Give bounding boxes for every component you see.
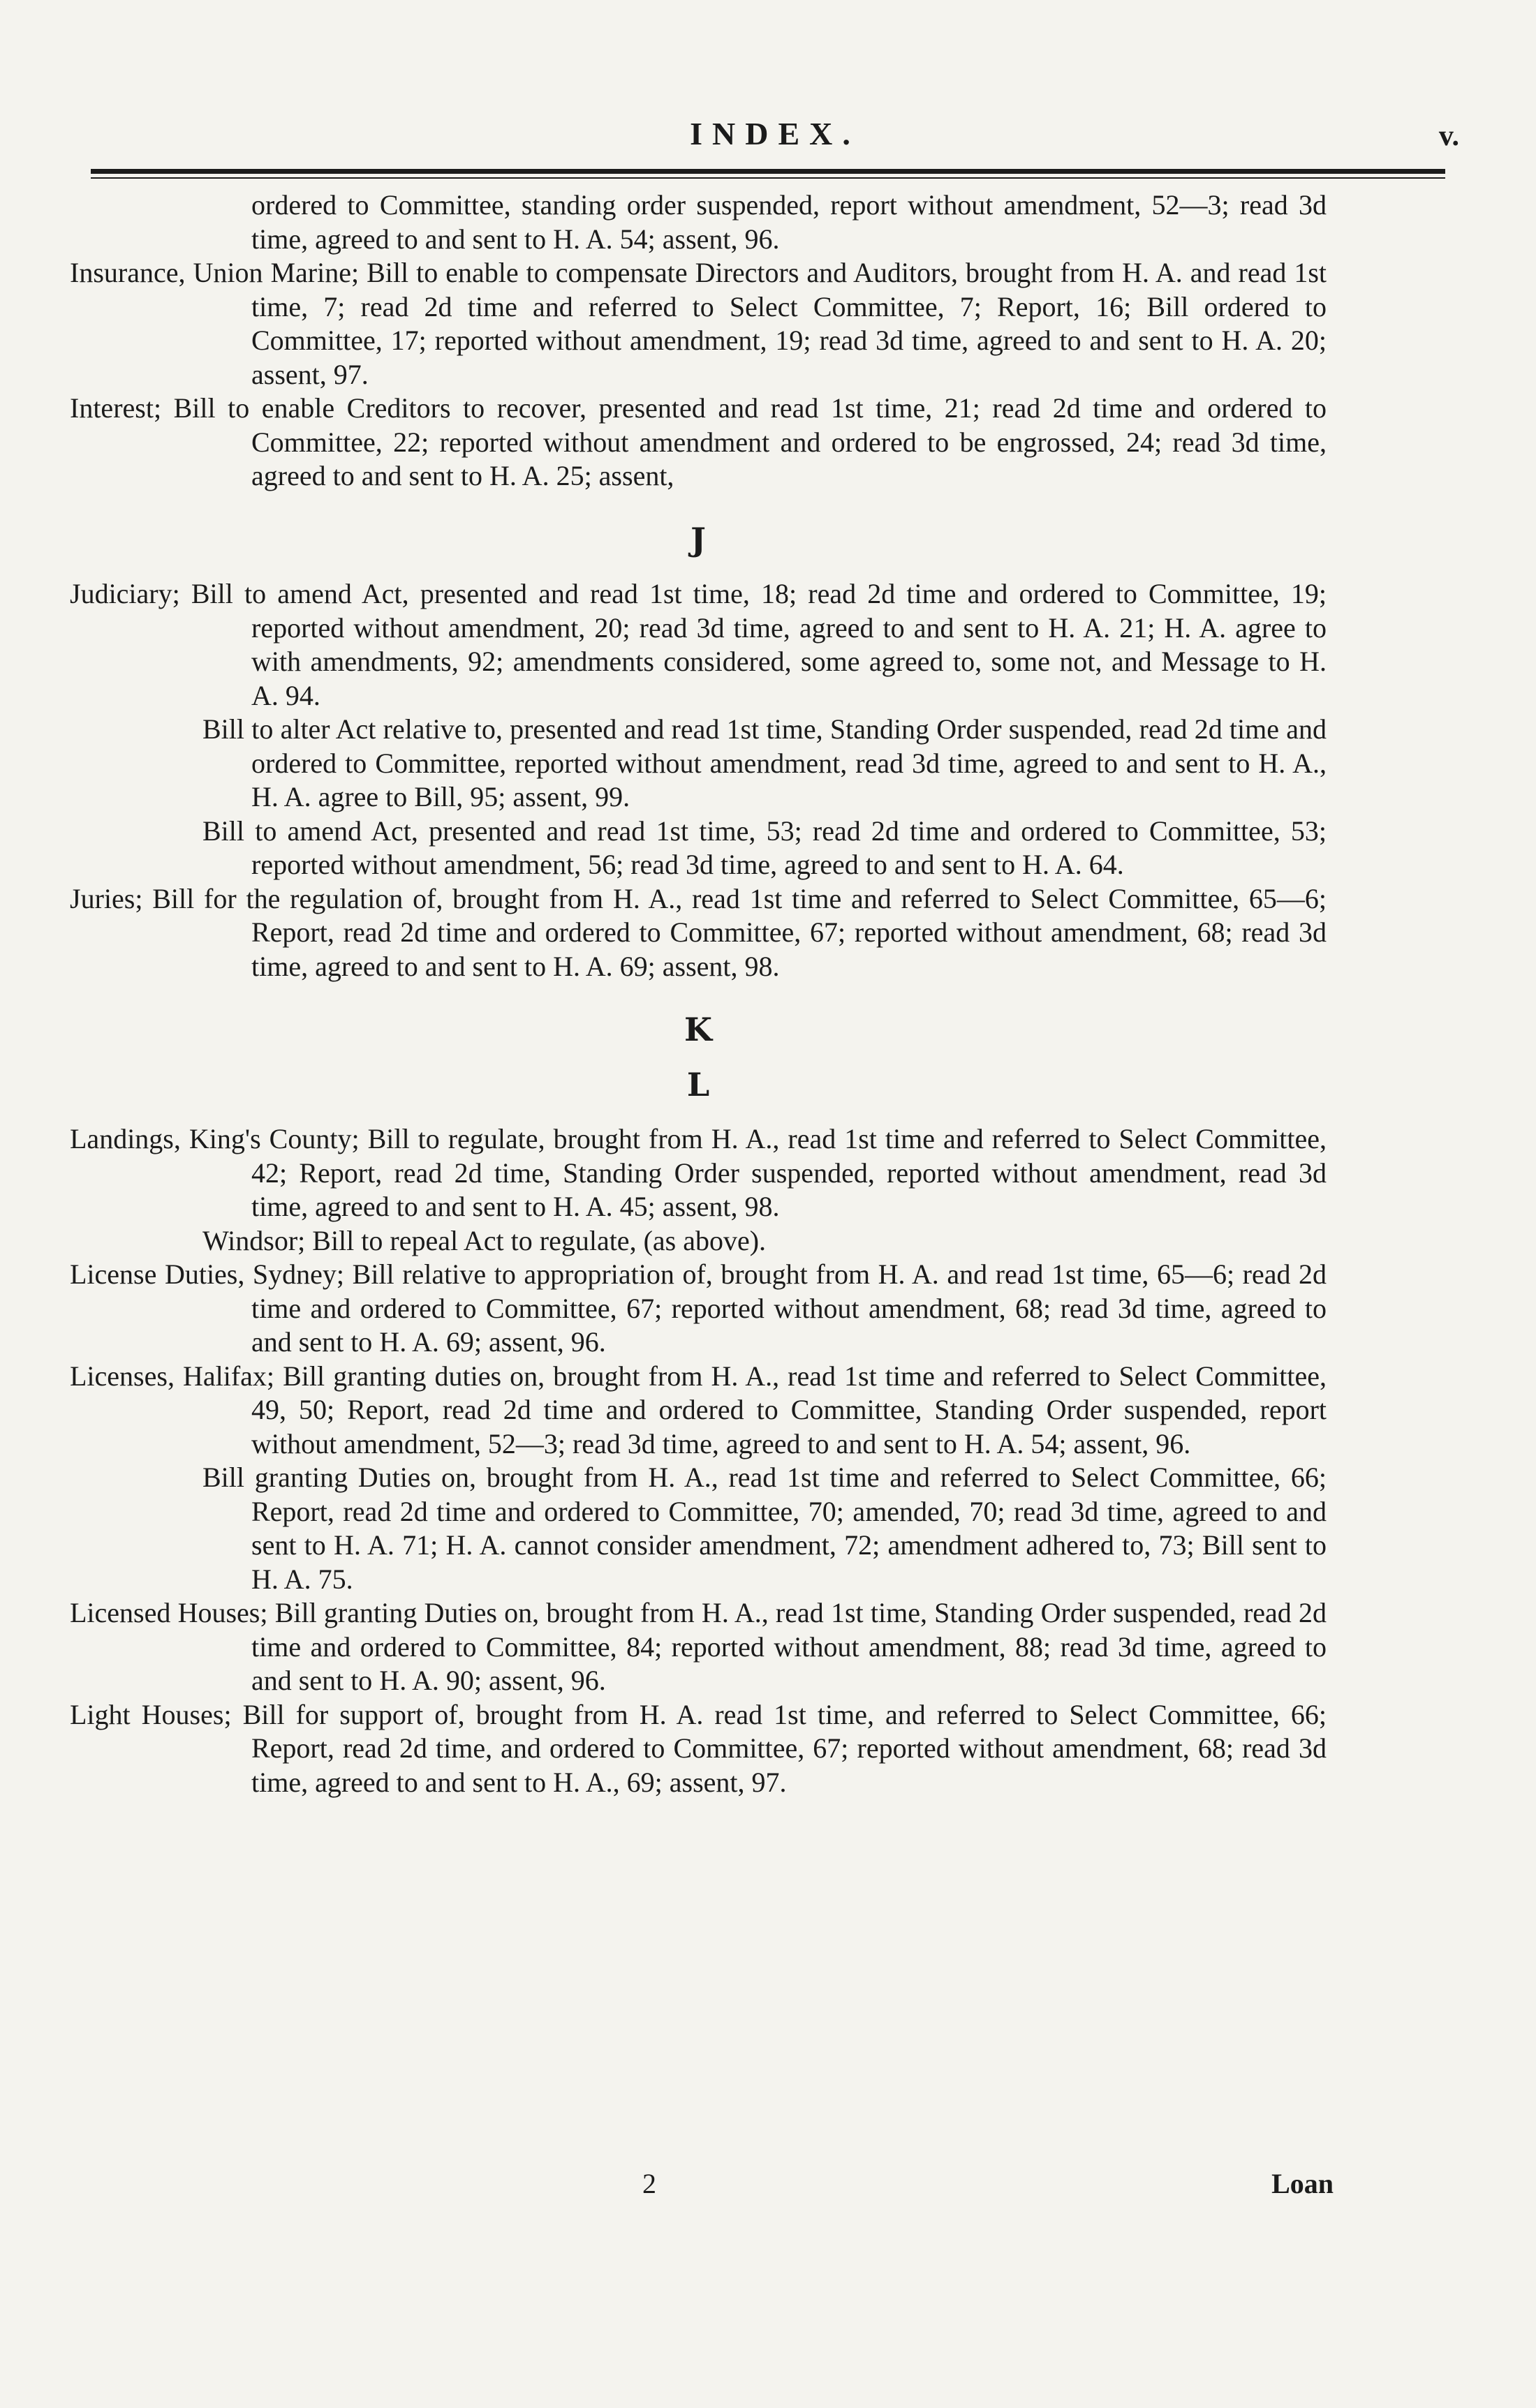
entry-judiciary-sub1: Bill to alter Act relative to, presented and read 1st time, Standing Order suspended, read 2d time and ordered to Committee, reported without amendment, read 3d time, agreed to and sent to H. A., H. A. agree to Bill, 95; assent, 99. <box>202 713 1327 812</box>
entry-license-duties <box>70 1258 1327 1360</box>
signature-mark: 2 <box>642 2168 656 2199</box>
entry-judiciary-sub2: Bill to amend Act, presented and read 1st time, 53; read 2d time and ordered to Committee, 53; reported without amendment, 56; read 3d time, agreed to and sent to H. A. 64. <box>202 815 1327 880</box>
page-header <box>91 115 1459 157</box>
entry-licenses-sub: Bill granting Duties on, brought from H. A., read 1st time and referred to Select Committee, 66; Report, read 2d time and ordered to Committee, 70; amended, 70; read 3d time, agreed to and sent to H. A. 71; H. A. cannot consider amendment, 72; amendment adhered to, 73; Bill sent to H. A. 75. <box>202 1462 1327 1595</box>
entry-heading: Landings, King's County; <box>70 1123 360 1154</box>
entry-heading: License Duties, Sydney; <box>70 1258 345 1290</box>
entry-heading: Licensed Houses; <box>70 1597 268 1628</box>
entry-landings <box>70 1122 1327 1224</box>
entry-licenses-halifax <box>70 1360 1327 1462</box>
entry-text: Bill relative to appropriation of, brought from H. A. and read 1st time, 65—6; read 2d time and ordered to Committee, 67; reported without amendment, 68; read 3d time, agreed to and sent to H. A. 69; assent, 96. <box>251 1258 1327 1358</box>
section-letter-k: K <box>684 1011 712 1048</box>
header-rule-thin <box>91 177 1445 179</box>
entry-text: Bill granting duties on, brought from H. A., read 1st time and referred to Select Committee, 49, 50; Report, read 2d time and ordered to Committee, Standing Order suspended, report without amendment, 52—3; read 3d time, agreed to and sent to H. A. 54; assent, 96. <box>251 1360 1327 1459</box>
entry-text: Bill to amend Act, presented and read 1st time, 18; read 2d time and ordered to Committee, 19; reported without amendment, 20; read 3d time, agreed to and sent to H. A. 21; H. A. agree to with amendments, 92; amendments considered, some agreed to, some not, and Message to H. A. 94. <box>191 578 1327 711</box>
entry-juries <box>70 882 1327 984</box>
entry-heading: Interest; <box>70 392 162 424</box>
entry-light-houses <box>70 1698 1327 1800</box>
entry-text: Bill to regulate, brought from H. A., read 1st time and referred to Select Committee, 42; Report, read 2d time, Standing Order suspended, reported without amendment, read 3d time, agreed to and sent to H. A. 45; assent, 98. <box>251 1123 1327 1222</box>
page-footer <box>70 2167 1334 2202</box>
entry-heading: Licenses, Halifax; <box>70 1360 275 1392</box>
section-letter-l: L <box>686 1065 710 1103</box>
entry-heading: Light Houses; <box>70 1698 232 1730</box>
entry-interest <box>70 392 1327 493</box>
header-rule-thick <box>91 169 1445 174</box>
page-number: v. <box>1438 120 1459 152</box>
entry-landings-windsor: Windsor; Bill to repeal Act to regulate, (as above). <box>202 1224 767 1256</box>
entry-continuation: ordered to Committee, standing order suspended, report without amendment, 52—3; read 3d time, agreed to and sent to H. A. 54; assent, 96. <box>251 189 1327 255</box>
entry-text: Bill to enable to compensate Directors and Auditors, brought from H. A. and read 1st time, 7; read 2d time and referred to Select Committee, 7; Report, 16; Bill ordered to Committee, 17; reported without amendment, 19; read 3d time, agreed to and sent to H. A. 20; assent, 97. <box>251 257 1327 390</box>
entry-text: Bill granting Duties on, brought from H. A., read 1st time, Standing Order suspended, read 2d time and ordered to Committee, 84; reported without amendment, 88; read 3d time, agreed to and sent to H. A. 90; assent, 96. <box>251 1597 1327 1696</box>
entry-heading: Juries; <box>70 882 143 914</box>
entry-text: Bill for the regulation of, brought from H. A., read 1st time and referred to Select Committee, 65—6; Report, read 2d time and ordered to Committee, 67; reported without amendment, 68; read 3d time, agreed to and sent to H. A. 69; assent, 98. <box>152 882 1327 982</box>
catchword: Loan <box>1271 2168 1334 2199</box>
entry-heading: Insurance, Union Marine; <box>70 257 360 288</box>
entry-judiciary <box>70 577 1327 713</box>
entry-text: Bill to enable Creditors to recover, presented and read 1st time, 21; read 2d time and ordered to Committee, 22; reported without amendment and ordered to be engrossed, 24; read 3d time, agreed to and sent to H. A. 25; assent, <box>173 392 1327 491</box>
entry-insurance <box>70 256 1327 392</box>
page-title: INDEX. <box>690 116 860 151</box>
entry-licensed-houses <box>70 1596 1327 1698</box>
entry-text: Bill for support of, brought from H. A. read 1st time, and referred to Select Committee, 66; Report, read 2d time, and ordered to Committee, 67; reported without amendment, 68; read 3d time, agreed to and sent to H. A., 69; assent, 97. <box>242 1698 1327 1798</box>
section-letter-j: J <box>691 520 706 558</box>
index-body <box>70 188 1327 1799</box>
entry-heading: Judiciary; <box>70 578 180 609</box>
